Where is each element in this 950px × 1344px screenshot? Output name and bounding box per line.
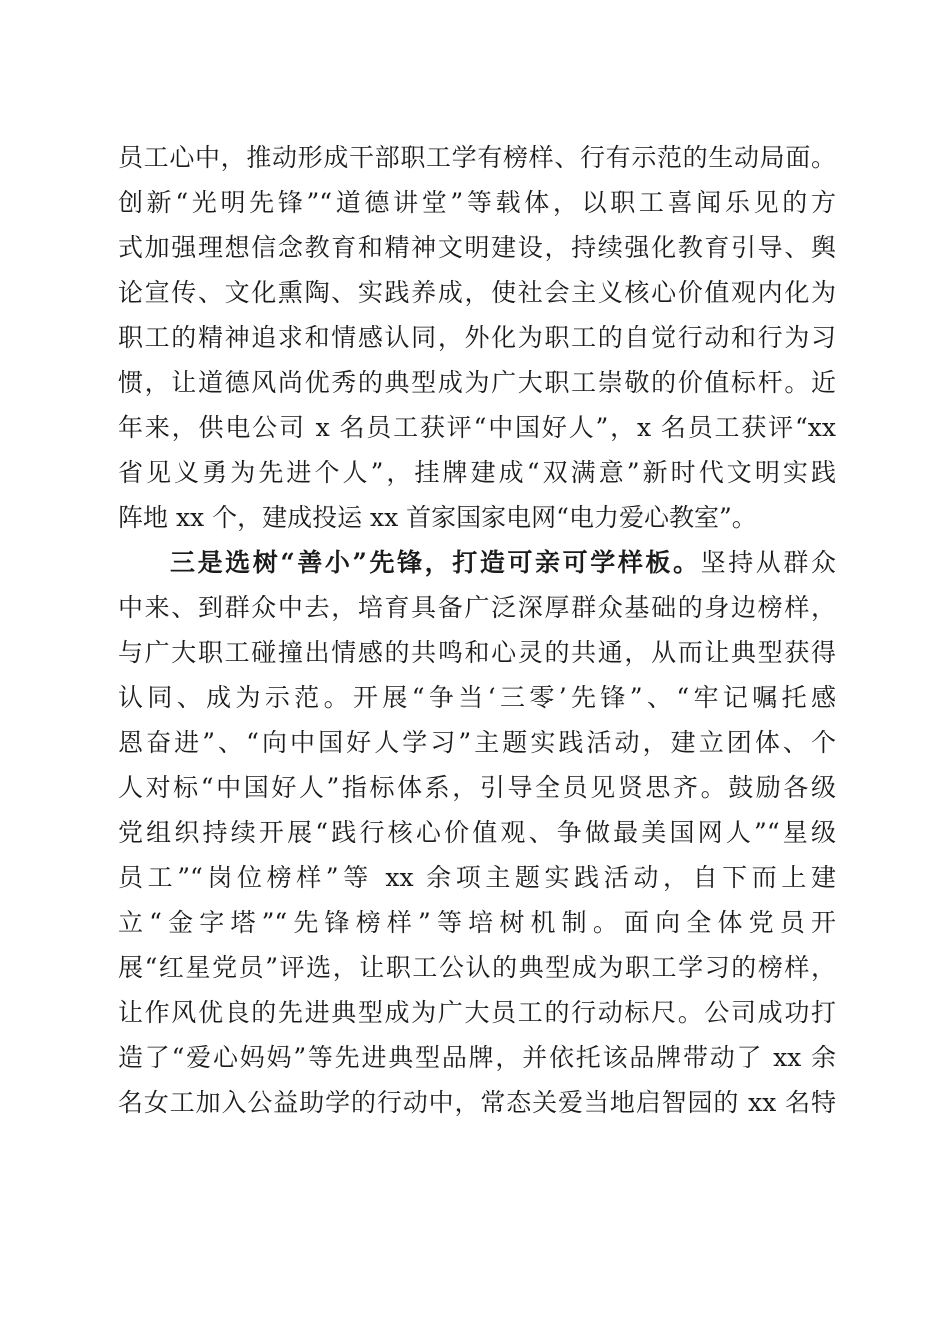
document-page: [118, 135, 836, 1125]
text-line: 式加强理想信念教育和精神文明建设，持续强化教育引导、舆: [118, 233, 836, 262]
text-line: 中来、到群众中去，培育具备广泛深厚群众基础的身边榜样，: [118, 593, 836, 622]
text-line: 党组织持续开展“践行核心价值观、争做最美国网人”“星级: [118, 818, 836, 847]
text-line: 职工的精神追求和情感认同，外化为职工的自觉行动和行为习: [118, 323, 836, 352]
text-line: 认同、成为示范。开展“争当‘三零’先锋”、“牢记嘱托感: [118, 683, 836, 712]
lead-line-text: 坚持从群众: [700, 548, 836, 577]
text-line: 与广大职工碰撞出情感的共鸣和心灵的共通，从而让典型获得: [118, 638, 836, 667]
paragraph-1: [118, 135, 836, 540]
section-heading: 三是选树“善小”先锋，打造可亲可学样板。: [170, 548, 701, 577]
text-line: 惯，让道德风尚优秀的典型成为广大职工崇敬的价值标杆。近: [118, 368, 836, 397]
text-line: 年来，供电公司 x 名员工获评“中国好人”，x 名员工获评“xx: [118, 413, 836, 442]
text-line: 恩奋进”、“向中国好人学习”主题实践活动，建立团体、个: [118, 728, 836, 757]
text-line: 员工”“岗位榜样”等 xx 余项主题实践活动，自下而上建: [118, 863, 836, 892]
text-line: 展“红星党员”评选，让职工公认的典型成为职工学习的榜样，: [118, 953, 836, 982]
text-line: 人对标“中国好人”指标体系，引导全员见贤思齐。鼓励各级: [118, 773, 836, 802]
paragraph-lead-line: [118, 540, 836, 585]
text-line: 立“金字塔”“先锋榜样”等培树机制。面向全体党员开: [118, 908, 836, 937]
text-line: 造了“爱心妈妈”等先进典型品牌，并依托该品牌带动了 xx 余: [118, 1043, 836, 1072]
text-line: 员工心中，推动形成干部职工学有榜样、行有示范的生动局面。: [118, 143, 836, 172]
text-line: 名女工加入公益助学的行动中，常态关爱当地启智园的 xx 名特: [118, 1088, 836, 1117]
text-line: 让作风优良的先进典型成为广大员工的行动标尺。公司成功打: [118, 998, 836, 1027]
text-line: 省见义勇为先进个人”，挂牌建成“双满意”新时代文明实践: [118, 458, 836, 487]
text-line: 阵地 xx 个，建成投运 xx 首家国家电网“电力爱心教室”。: [118, 503, 757, 532]
text-line: 论宣传、文化熏陶、实践养成，使社会主义核心价值观内化为: [118, 278, 836, 307]
text-line: 创新“光明先锋”“道德讲堂”等载体，以职工喜闻乐见的方: [118, 188, 836, 217]
paragraph-2: [118, 540, 836, 1125]
